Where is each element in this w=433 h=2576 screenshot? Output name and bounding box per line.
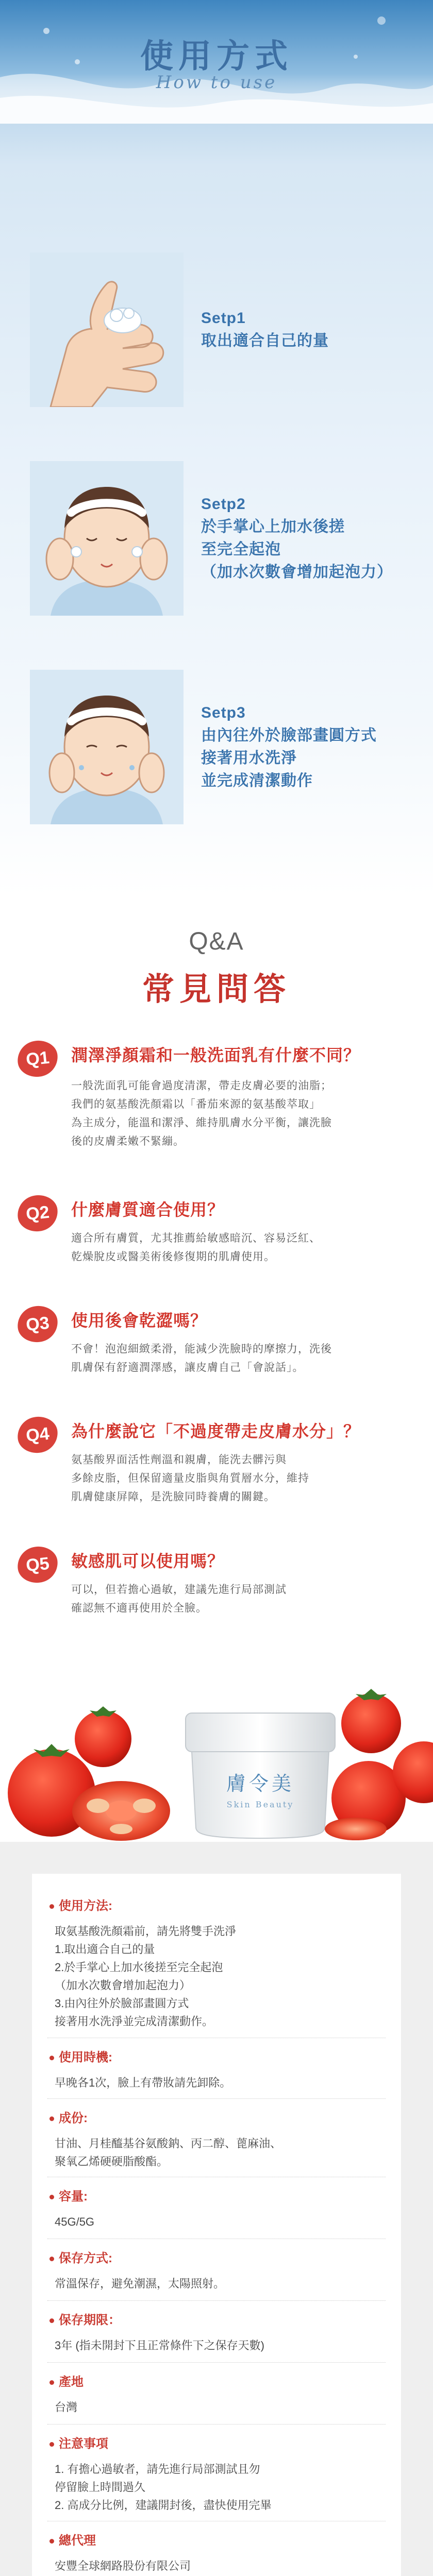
info-line: 聚氧乙烯硬硬脂酸酯。 <box>55 2155 169 2168</box>
bullet-dot-icon <box>49 1904 54 1909</box>
bullet-dot-icon <box>49 2257 54 2261</box>
divider <box>47 2424 386 2425</box>
qa-answer-line: 乾燥脫皮或醫美術後修復期的肌膚使用。 <box>71 1251 275 1263</box>
info-label: 總代理 <box>32 2532 401 2550</box>
usage-section <box>0 0 433 896</box>
info-line: 1.取出適合自己的量 <box>55 1943 155 1956</box>
info-label: 保存方式: <box>32 2250 401 2267</box>
product-tomato-photo <box>0 1674 433 1842</box>
info-notes <box>32 2435 401 2514</box>
info-label: 使用時機: <box>32 2049 401 2066</box>
usage-subtitle: How to use <box>156 72 277 93</box>
qa-answer-line: 我們的氨基酸洗顏霜以「番茄來源的氨基酸萃取」 <box>71 1098 321 1110</box>
qa-question: 什麼膚質適合使用？ <box>71 1200 225 1219</box>
info-label: 保存期限： <box>32 2312 401 2329</box>
info-distributor <box>32 2532 401 2575</box>
step-line: Setp3 <box>201 704 246 721</box>
info-body <box>32 2213 401 2231</box>
info-line: 取氨基酸洗顏霜前，請先將雙手洗淨 <box>55 1925 237 1938</box>
step-line: 由內往外於臉部畫圓方式 <box>201 727 377 744</box>
qa-answer-line: 肌膚保有舒適潤澤感，讓皮膚自己「會說話」。 <box>71 1362 304 1374</box>
step-line: Setp2 <box>201 496 246 513</box>
info-label: 注意事項 <box>32 2435 401 2453</box>
qa-answer-line: 適合所有膚質，尤其推薦給敏感暗沉、容易泛紅、 <box>71 1232 321 1244</box>
hand-foam-illustration <box>30 252 184 407</box>
jar-brand-sub: Skin Beauty <box>226 1800 294 1809</box>
info-storage <box>32 2250 401 2293</box>
info-line: 甘油、月桂醯基谷氨酸鈉、丙二醇、蓖麻油、 <box>55 2137 282 2150</box>
info-body <box>32 2398 401 2416</box>
qa-answer-line: 不會！泡泡細緻柔滑，能減少洗臉時的摩擦力，洗後 <box>71 1343 332 1355</box>
qa-answer <box>71 1077 420 1151</box>
bullet-dot-icon <box>49 2056 54 2060</box>
info-body <box>32 2557 401 2575</box>
usage-step-2 <box>30 461 403 616</box>
qa-question: 敏感肌可以使用嗎？ <box>71 1552 225 1570</box>
qa-answer <box>71 1229 420 1266</box>
info-shelf-life <box>32 2312 401 2354</box>
info-origin <box>32 2374 401 2416</box>
qa-answer <box>71 1340 420 1377</box>
step-line: Setp1 <box>201 310 246 327</box>
info-line: 安豐全球網路股份有限公司 <box>55 2560 191 2572</box>
qa-answer-line: 為主成分，能溫和潔淨、維持肌膚水分平衡，讓洗臉 <box>71 1117 332 1129</box>
qa-answer <box>71 1581 420 1618</box>
info-body <box>32 1922 401 2030</box>
bullet-dot-icon <box>49 2380 54 2385</box>
qa-answer-line: 肌膚健康屏障，是洗臉同時養膚的關鍵。 <box>71 1491 275 1503</box>
info-line: 3.由內往外於臉部畫圓方式 <box>55 1997 189 2010</box>
info-line: 常溫保存，避免潮濕，太陽照射。 <box>55 2277 225 2290</box>
bullet-dot-icon <box>49 2539 54 2544</box>
info-line: 1. 有擔心過敏者，請先進行局部測試且勿 <box>55 2463 260 2476</box>
divider <box>47 2098 386 2099</box>
info-line: 早晚各1次，臉上有帶妝請先卸除。 <box>55 2076 231 2089</box>
info-line: （加水次數會增加起泡力） <box>55 1979 191 1992</box>
info-body <box>32 2275 401 2293</box>
product-info-card <box>32 1874 401 2576</box>
qa-title: 常見問答 <box>142 972 291 1007</box>
qa-badge: Q1 <box>16 1039 60 1079</box>
qa-answer-line: 確認無不適再使用於全臉。 <box>71 1602 207 1614</box>
qa-badge: Q5 <box>16 1545 60 1585</box>
qa-answer <box>71 1451 420 1506</box>
divider <box>47 2300 386 2301</box>
info-line: 台灣 <box>55 2401 78 2414</box>
usage-step-1-text <box>201 252 403 407</box>
info-label: 使用方法: <box>32 1897 401 1915</box>
usage-step-3 <box>30 670 403 824</box>
step-line: 於手掌心上加水後搓 <box>201 518 345 535</box>
qa-question: 為什麼說它「不過度帶走皮膚水分」？ <box>71 1422 361 1440</box>
qa-answer-line: 後的皮膚柔嫩不緊繃。 <box>71 1136 185 1147</box>
info-line: 3年 (指未開封下且正常條件下之保存天數) <box>55 2339 265 2352</box>
info-line: 2.於手掌心上加水後搓至完全起泡 <box>55 1961 223 1974</box>
usage-step-3-text <box>201 670 403 824</box>
qa-answer-line: 多餘皮脂，但保留適量皮脂與角質層水分，維持 <box>71 1472 309 1484</box>
info-label: 容量: <box>32 2188 401 2206</box>
bullet-dot-icon <box>49 2195 54 2199</box>
product-info-section <box>0 1842 433 2576</box>
bullet-dot-icon <box>49 2318 54 2323</box>
info-body <box>32 2336 401 2354</box>
info-capacity <box>32 2188 401 2231</box>
step-line: 取出適合自己的量 <box>201 332 329 349</box>
qa-section <box>0 896 433 1842</box>
info-body <box>32 2074 401 2092</box>
qa-question: 潤澤淨顏霜和一般洗面乳有什麼不同？ <box>71 1046 361 1064</box>
info-usage-method <box>32 1897 401 2030</box>
info-body <box>32 2460 401 2514</box>
info-line: 2. 高成分比例，建議開封後，盡快使用完畢 <box>55 2499 272 2512</box>
bullet-dot-icon <box>49 2116 54 2121</box>
qa-answer-line: 氨基酸界面活性劑溫和親膚，能洗去髒污與 <box>71 1454 287 1466</box>
jar-brand: 膚令美 <box>226 1772 295 1795</box>
info-line: 停留臉上時間過久 <box>55 2481 146 2494</box>
usage-title: 使用方式 <box>140 38 293 75</box>
qa-answer-line: 可以，但若擔心過敏，建議先進行局部測試 <box>71 1584 287 1596</box>
info-label: 成份: <box>32 2110 401 2127</box>
info-line: 45G/5G <box>55 2215 95 2228</box>
qa-title-en: Q&A <box>189 928 244 955</box>
info-body <box>32 2134 401 2171</box>
face-washing-illustration <box>30 461 184 616</box>
qa-answer-line: 一般洗面乳可能會過度清潔，帶走皮膚必要的油脂； <box>71 1080 332 1092</box>
qa-badge: Q3 <box>16 1304 60 1344</box>
step-line: 接著用水洗淨 <box>201 750 297 767</box>
info-label: 產地 <box>32 2374 401 2391</box>
info-ingredients <box>32 2110 401 2171</box>
step-line: （加水次數會增加起泡力） <box>201 564 393 581</box>
bullet-dot-icon <box>49 2442 54 2447</box>
qa-question: 使用後會乾澀嗎？ <box>71 1311 208 1330</box>
divider <box>47 2362 386 2363</box>
qa-badge: Q2 <box>16 1193 60 1233</box>
qa-badge: Q4 <box>16 1415 60 1455</box>
step-line: 並完成清潔動作 <box>201 772 313 789</box>
info-usage-timing <box>32 2049 401 2092</box>
face-rinsing-illustration <box>30 670 184 824</box>
usage-step-1 <box>30 252 403 407</box>
usage-step-2-text <box>201 461 403 616</box>
step-line: 至完全起泡 <box>201 541 281 558</box>
info-line: 接著用水洗淨並完成清潔動作。 <box>55 2015 214 2028</box>
